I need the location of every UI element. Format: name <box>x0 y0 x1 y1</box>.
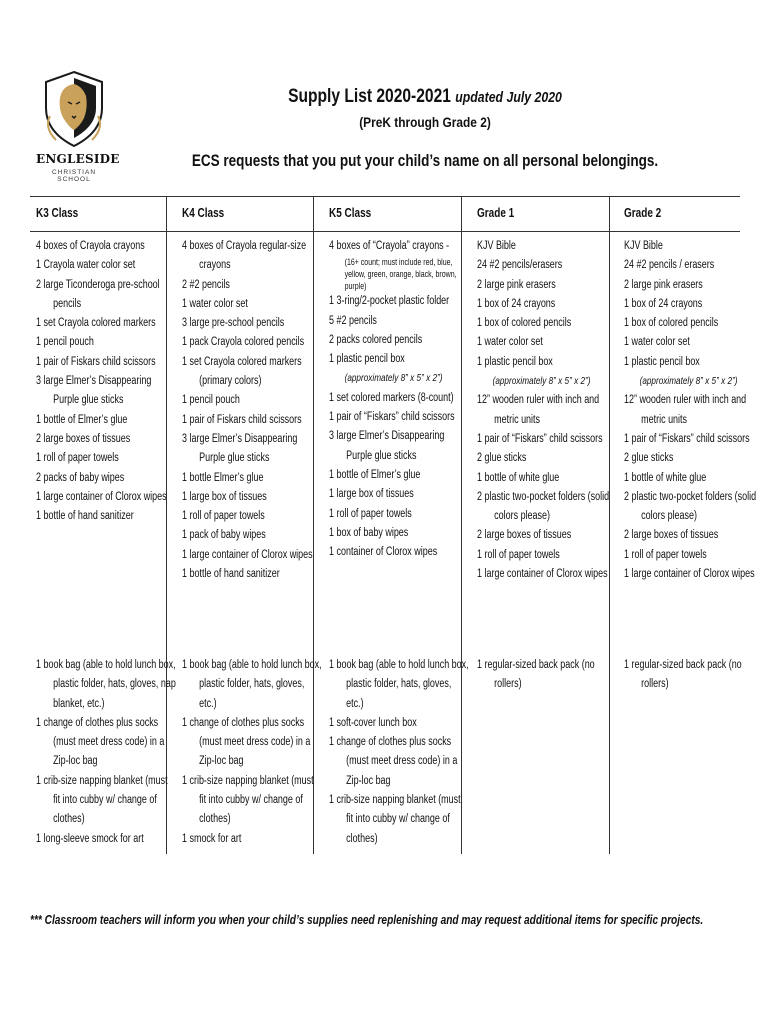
school-logo <box>36 68 120 183</box>
list-item: 2 glue sticks <box>477 452 527 465</box>
personal-items-list <box>36 656 176 849</box>
list-item: 12” wooden ruler with inch and metric units <box>477 394 600 426</box>
column-header: K5 Class <box>329 206 372 220</box>
personal-items-list <box>329 656 469 849</box>
list-item: 1 pack of baby wipes <box>182 529 266 542</box>
lion-crest-icon <box>36 68 112 150</box>
list-item: 1 crib-size napping blanket (must fit into cubby w/ change of clothes) <box>182 774 314 826</box>
list-item: 1 plastic pencil box <box>329 353 405 366</box>
list-item: 1 bottle of white glue <box>624 471 707 484</box>
column-header: K4 Class <box>182 206 225 220</box>
list-item: 1 change of clothes plus socks (must meet dress code) in a Zip-loc bag <box>182 716 311 768</box>
personal-items-list <box>182 656 322 849</box>
list-item: 1 roll of paper towels <box>182 510 265 523</box>
list-item: 1 large container of Clorox wipes <box>477 568 608 581</box>
list-item: 1 pencil pouch <box>182 394 240 407</box>
column-header: K3 Class <box>36 206 79 220</box>
list-item: 2 plastic two-pocket folders (solid colors please) <box>624 490 757 523</box>
list-item: 1 water color set <box>477 336 543 349</box>
list-item: 1 regular-sized back pack (no rollers) <box>477 659 595 691</box>
list-item: 1 plastic pencil box <box>477 355 553 368</box>
list-item: 3 large Elmer’s Disappearing Purple glue sticks <box>182 432 298 465</box>
list-item: 1 change of clothes plus socks (must meet dress code) in a Zip-loc bag <box>329 736 458 787</box>
list-item: 1 long-sleeve smock for art <box>36 832 144 845</box>
list-item: 1 water color set <box>624 336 690 349</box>
name-notice: ECS requests that you put your child’s name on all personal belongings. <box>191 152 659 170</box>
footer-note: *** Classroom teachers will inform you when your child’s supplies need replenishing and may request additional items for specific projects. <box>30 912 704 927</box>
list-item: (16+ count; must include red, blue, yellow, green, orange, black, brown, purple) <box>344 257 457 292</box>
list-item: 2 glue sticks <box>624 452 674 465</box>
list-item: 1 bottle of hand sanitizer <box>36 510 134 523</box>
list-item: 1 pair of “Fiskars” child scissors <box>329 411 455 424</box>
list-item: 1 bottle of hand sanitizer <box>182 568 280 581</box>
column-header: Grade 1 <box>477 206 515 220</box>
list-item: 2 #2 pencils <box>182 278 230 291</box>
list-item: (approximately 8” x 5” x 2”) <box>492 375 591 388</box>
list-item: 1 book bag (able to hold lunch box, plastic folder, hats, gloves, nap blanket, etc.) <box>36 659 176 710</box>
list-item: 1 container of Clorox wipes <box>329 546 438 559</box>
list-item: 1 soft-cover lunch box <box>329 716 417 729</box>
updated-text: updated July 2020 <box>455 89 562 106</box>
list-item: 1 set Crayola colored markers <box>36 317 156 330</box>
list-item: 1 book bag (able to hold lunch box, plastic folder, hats, gloves, etc.) <box>182 659 322 710</box>
list-item: 5 #2 pencils <box>329 314 377 327</box>
list-item: 1 pair of Fiskars child scissors <box>182 413 302 426</box>
page-subtitle: (PreK through Grade 2) <box>359 114 491 130</box>
list-item: 4 boxes of Crayola crayons <box>36 240 145 252</box>
column-header: Grade 2 <box>624 206 662 220</box>
list-item: 3 large Elmer’s Disappearing Purple glue sticks <box>329 430 445 462</box>
list-item: 1 regular-sized back pack (no rollers) <box>624 659 742 691</box>
supply-list <box>477 237 617 584</box>
list-item: 3 large pre-school pencils <box>182 317 285 330</box>
list-item: 1 Crayola water color set <box>36 259 136 272</box>
list-item: 1 large box of tissues <box>182 490 267 503</box>
list-item: 1 pair of Fiskars child scissors <box>36 355 156 368</box>
list-item: 1 box of 24 crayons <box>624 297 703 310</box>
supply-list <box>329 237 469 562</box>
logo-subtitle: CHRISTIAN SCHOOL <box>51 169 97 183</box>
list-item: 1 bottle of white glue <box>477 471 560 484</box>
list-item: 24 #2 pencils/erasers <box>477 259 563 272</box>
list-item: 1 large container of Clorox wipes <box>36 490 167 503</box>
list-item: 1 change of clothes plus socks (must meet dress code) in a Zip-loc bag <box>36 716 165 768</box>
supply-list <box>182 237 322 584</box>
list-item: 2 large boxes of tissues <box>36 432 131 445</box>
list-item: 1 box of colored pencils <box>477 317 572 330</box>
list-item: 4 boxes of “Crayola” crayons - <box>329 240 450 252</box>
page-title <box>175 86 675 108</box>
list-item: (approximately 8” x 5” x 2”) <box>344 372 443 385</box>
title-text: Supply List 2020-2021 <box>288 86 451 107</box>
list-item: 1 roll of paper towels <box>624 548 707 561</box>
supply-list <box>624 237 764 584</box>
logo-name: ENGLESIDE <box>36 152 120 166</box>
list-item: 1 set colored markers (8-count) <box>329 391 454 404</box>
table-top-rule <box>30 196 740 197</box>
list-item: 2 large pink erasers <box>477 278 556 291</box>
list-item: 2 packs of baby wipes <box>36 471 125 484</box>
list-item: 4 boxes of Crayola regular-size crayons <box>182 240 307 272</box>
list-item: 1 water color set <box>182 297 248 310</box>
list-item: 3 large Elmer’s Disappearing Purple glue sticks <box>36 375 152 407</box>
list-item: 1 crib-size napping blanket (must fit into cubby w/ change of clothes) <box>36 774 168 826</box>
list-item: 12” wooden ruler with inch and metric units <box>624 394 747 426</box>
list-item: (approximately 8” x 5” x 2”) <box>639 375 738 388</box>
list-item: 1 bottle of Elmer’s glue <box>36 413 128 426</box>
list-item: 2 large pink erasers <box>624 278 703 291</box>
list-item: 1 bottle Elmer’s glue <box>182 471 264 484</box>
list-item: 1 pack Crayola colored pencils <box>182 336 305 349</box>
personal-items-list <box>624 656 764 695</box>
list-item: 1 large container of Clorox wipes <box>624 568 755 581</box>
list-item: 1 box of 24 crayons <box>477 297 556 310</box>
list-item: 1 pair of “Fiskars” child scissors <box>477 432 603 445</box>
list-item: 1 roll of paper towels <box>477 548 560 561</box>
list-item: 2 large Ticonderoga pre-school pencils <box>36 278 160 310</box>
list-item: 1 pencil pouch <box>36 336 94 349</box>
list-item: 1 set Crayola colored markers (primary colors) <box>182 355 302 388</box>
list-item: 2 large boxes of tissues <box>477 529 572 542</box>
list-item: 1 box of baby wipes <box>329 526 409 539</box>
list-item: KJV Bible <box>624 240 663 252</box>
list-item: 1 pair of “Fiskars” child scissors <box>624 432 750 445</box>
list-item: 2 packs colored pencils <box>329 333 423 346</box>
list-item: 1 crib-size napping blanket (must fit into cubby w/ change of clothes) <box>329 794 461 845</box>
list-item: 1 roll of paper towels <box>329 507 412 520</box>
personal-items-list <box>477 656 617 695</box>
list-item: 1 box of colored pencils <box>624 317 719 330</box>
list-item: 1 large container of Clorox wipes <box>182 548 313 561</box>
list-item: 1 book bag (able to hold lunch box, plastic folder, hats, gloves, etc.) <box>329 659 469 710</box>
list-item: 1 roll of paper towels <box>36 452 119 465</box>
list-item: 1 bottle of Elmer’s glue <box>329 468 421 481</box>
list-item: 24 #2 pencils / erasers <box>624 259 715 272</box>
list-item: 2 plastic two-pocket folders (solid colors please) <box>477 490 610 523</box>
list-item: 1 3-ring/2-pocket plastic folder <box>329 295 450 308</box>
list-item: 1 smock for art <box>182 832 242 845</box>
supply-list <box>36 237 176 526</box>
list-item: 1 plastic pencil box <box>624 355 700 368</box>
list-item: KJV Bible <box>477 240 516 252</box>
list-item: 2 large boxes of tissues <box>624 529 719 542</box>
list-item: 1 large box of tissues <box>329 488 414 501</box>
header-rule <box>30 231 740 232</box>
